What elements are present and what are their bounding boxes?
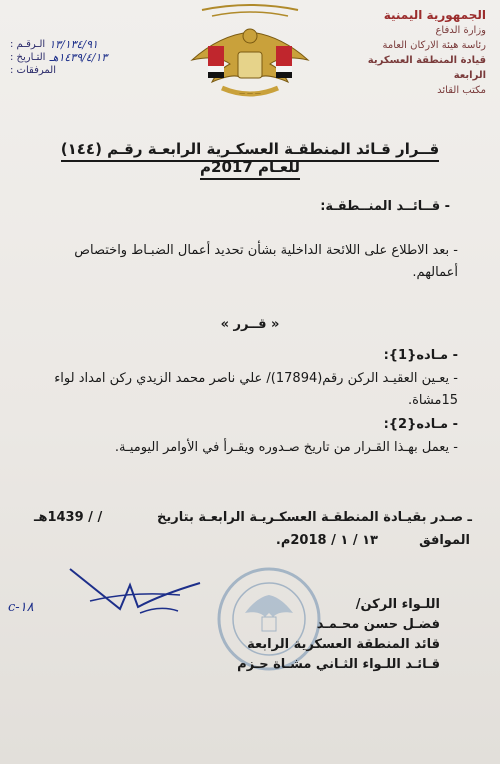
article1-heading: - مـاده{1}:	[383, 348, 458, 363]
ref-number-label: الـرقـم :	[10, 39, 46, 50]
signature-note: c-۱۸	[8, 600, 34, 615]
signatory-title-1: قائد المنطقة العسكرية الرابعة	[247, 637, 440, 652]
article2-text: - يعمل بهـذا القـرار من تاريخ صـدوره ويقـرأ في الأوامر اليوميـة.	[114, 440, 458, 455]
decision-title	[40, 140, 460, 176]
decision-heading: « قــرر »	[220, 317, 280, 332]
commander-heading: - قــائــد المنــطقـة:	[320, 199, 450, 214]
staff-name: رئاسة هيئة الاركان العامة	[382, 40, 486, 51]
ref-date-label: التـاريخ :	[10, 52, 46, 63]
signatory-title-2: قـائـد اللـواء الثـاني مشـاة حـزم	[237, 657, 440, 672]
issued-line: ـ صـدر بقيـادة المنطقـة العسكـريـة الرابعـة بتاريخ	[157, 510, 472, 525]
office-name: مكتب القائد	[437, 85, 486, 96]
eagle-emblem-icon	[182, 2, 318, 112]
country-name: الجمهورية اليمنية	[383, 8, 486, 22]
issued-date-hijri: / / 1439هـ	[34, 510, 103, 525]
article1-text: - يعـين العقيـد الركن رقم(17894)/ علي ناصر محمد الزيدي ركن امداد لواء 15مشاة.	[54, 371, 458, 408]
signatory-rank: اللـواء الركن/	[355, 597, 440, 612]
signatory-name: فضـل حسن محـمـد	[316, 617, 440, 632]
article2-heading: - مـاده{2}:	[383, 417, 458, 432]
ref-number-value: ١٣/١٣٤/٩١	[49, 38, 98, 51]
ministry-name: وزارة الدفاع	[435, 25, 486, 36]
signature-block	[110, 595, 440, 675]
letterhead-right	[346, 8, 486, 98]
attachments-label: المرفقات :	[10, 65, 56, 76]
corresponding-date: ١٣ / ١ / 2018م.	[275, 533, 378, 548]
corresponding-label: الموافق	[419, 533, 470, 548]
attachments-row	[10, 64, 130, 77]
ref-date-row	[10, 51, 130, 64]
decision-title-text: قــرار قـائد المنطقـة العسكـرية الرابعـة رقـم (١٤٤) للعـام 2017م	[61, 140, 440, 180]
preamble-text: - بعد الاطلاع على اللائحة الداخلية بشأن تحديد أعمال الضبـاط واختصاص أعمالهم.	[74, 243, 458, 280]
letterhead-left	[10, 38, 130, 77]
region-command: قيادة المنطقة العسكرية الرابعة	[367, 55, 486, 81]
svg-text:— — —: — — —	[239, 90, 261, 97]
ref-number-row	[10, 38, 130, 51]
ref-date-value: ١٤٣٩/٤/١٣هـ	[49, 51, 108, 64]
